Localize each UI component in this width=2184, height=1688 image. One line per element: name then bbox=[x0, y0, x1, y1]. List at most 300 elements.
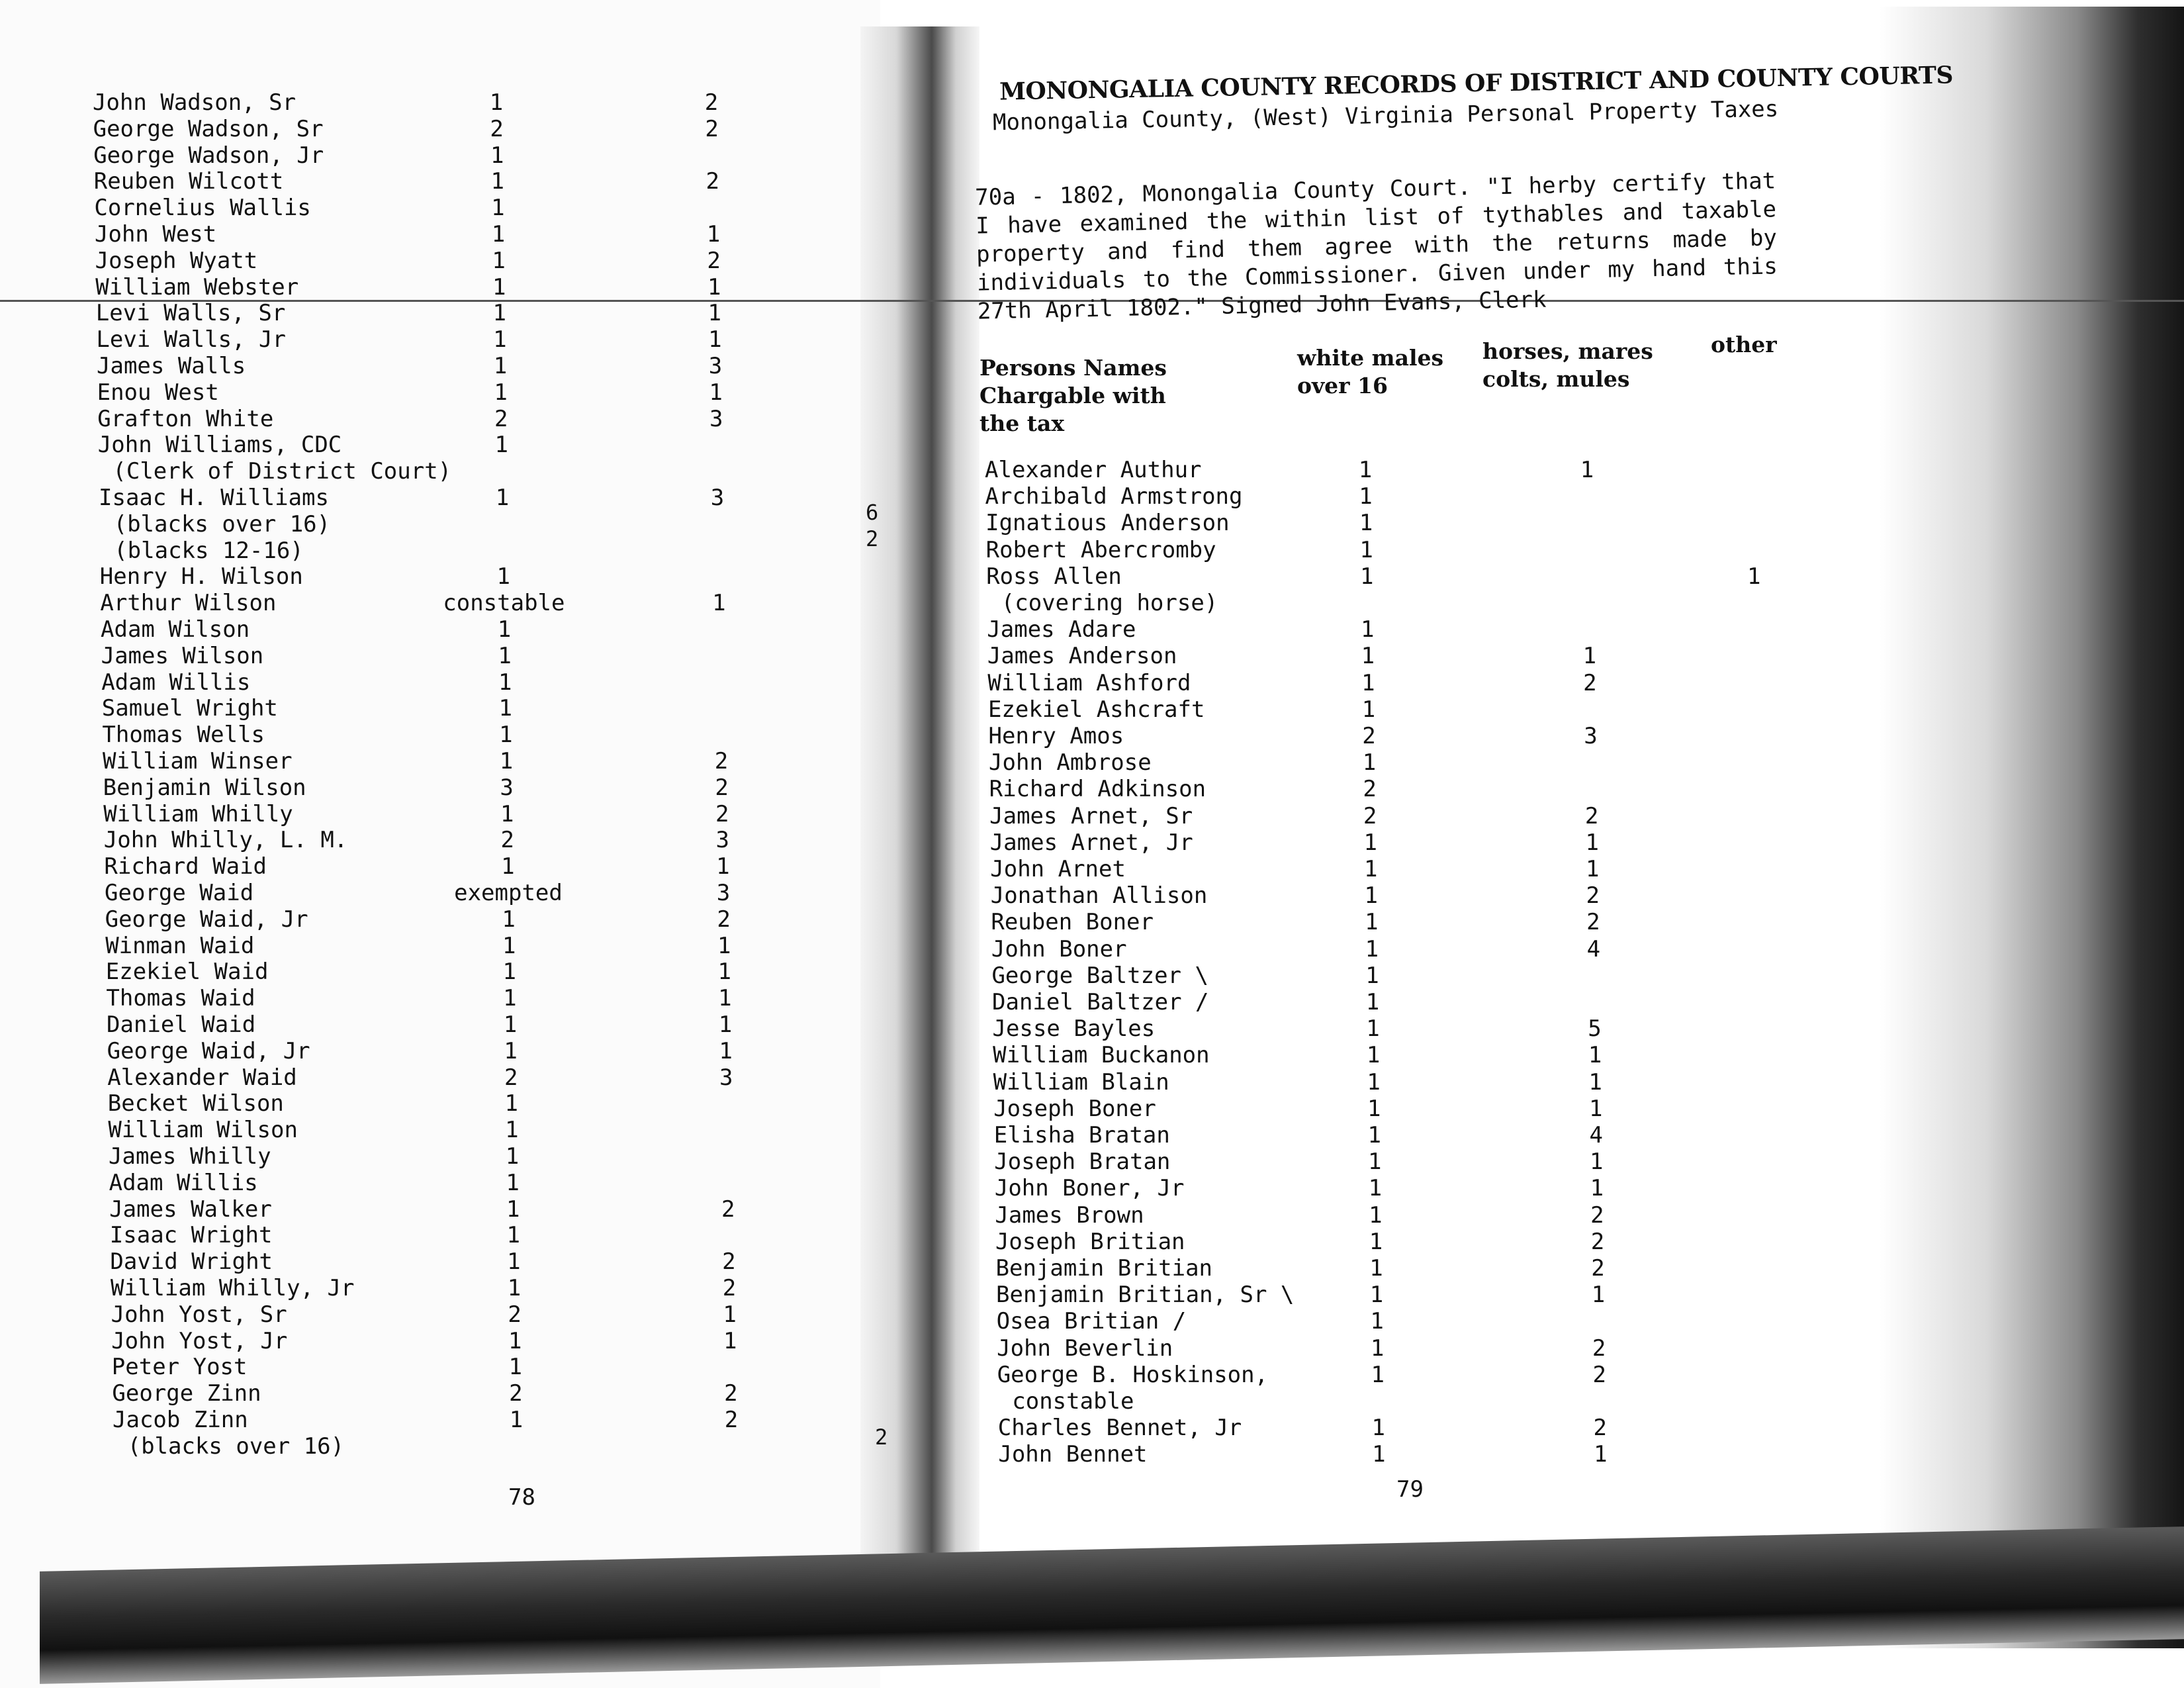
count-horses: 1 bbox=[1580, 457, 1594, 483]
page-title: MONONGALIA COUNTY RECORDS OF DISTRICT AND COUNTY COURTS bbox=[999, 61, 1954, 106]
count-white-males: 1 bbox=[501, 853, 515, 880]
table-row bbox=[995, 1229, 1790, 1255]
table-row bbox=[93, 89, 754, 116]
margin-note: 2 bbox=[866, 526, 879, 551]
table-row bbox=[113, 1407, 774, 1433]
count-white-males: 2 bbox=[494, 405, 508, 432]
table-row bbox=[109, 1170, 771, 1196]
person-name: Reuben Wilcott bbox=[93, 168, 284, 195]
count-horses: 4 bbox=[1586, 935, 1601, 962]
table-row bbox=[986, 537, 1780, 563]
count-white-males: 2 bbox=[509, 1380, 523, 1407]
count-horses: 1 bbox=[723, 1301, 737, 1328]
person-name: William Webster bbox=[95, 273, 299, 301]
table-row bbox=[107, 1038, 769, 1064]
table-row bbox=[991, 936, 1786, 962]
table-row bbox=[101, 616, 762, 643]
count-horses: 1 bbox=[1585, 829, 1599, 856]
table-row bbox=[994, 1122, 1788, 1149]
person-name: Benjamin Wilson bbox=[103, 774, 306, 801]
table-row bbox=[997, 1308, 1791, 1335]
count-horses: 1 bbox=[708, 326, 722, 353]
count-horses: 1 bbox=[707, 300, 722, 327]
table-row bbox=[94, 168, 756, 195]
table-row bbox=[109, 1143, 770, 1170]
person-name: Daniel Waid bbox=[107, 1011, 256, 1038]
person-name: Benjamin Britian, Sr \ bbox=[996, 1282, 1295, 1309]
count-white-males: 1 bbox=[491, 195, 505, 222]
table-row bbox=[93, 116, 755, 142]
count-horses: 2 bbox=[722, 1248, 736, 1276]
person-name: John Bennet bbox=[998, 1441, 1148, 1468]
count-horses: 1 bbox=[723, 1327, 737, 1354]
person-name: Enou West bbox=[97, 379, 219, 406]
count-horses: 1 bbox=[1586, 856, 1600, 882]
page-subtitle: Monongalia County, (West) Virginia Personal Property Taxes bbox=[992, 95, 1779, 136]
count-white-males: 1 bbox=[498, 642, 512, 669]
table-row bbox=[95, 221, 756, 248]
count-white-males: 1 bbox=[496, 563, 511, 590]
table-row bbox=[102, 722, 764, 748]
count-white-males: 2 bbox=[500, 827, 515, 854]
count-white-males: 1 bbox=[1365, 909, 1379, 936]
count-horses: 2 bbox=[705, 115, 719, 142]
margin-note: 2 bbox=[875, 1425, 888, 1450]
person-name: Levi Walls, Jr bbox=[96, 326, 286, 353]
person-name: Winman Waid bbox=[105, 932, 255, 959]
person-name: Samuel Wright bbox=[101, 695, 278, 722]
table-row bbox=[995, 1202, 1789, 1229]
person-name: George Waid, Jr bbox=[107, 1037, 310, 1064]
person-name: George Wadson, Sr bbox=[93, 115, 324, 142]
count-white-males: 1 bbox=[502, 959, 517, 986]
count-horses: 2 bbox=[724, 1407, 739, 1433]
table-row bbox=[985, 457, 1779, 483]
table-row bbox=[111, 1301, 773, 1328]
person-name: John Yost, Jr bbox=[111, 1327, 288, 1354]
person-name: Levi Walls, Sr bbox=[95, 300, 286, 327]
certification-text: 70a - 1802, Monongalia County Court. "I herby certify that I have examined the within list of tythables and taxable property and find them agree with the returns made by individuals to the Commissioner. Given under my hand this 27th April 1802." Signed John Evans, Clerk bbox=[974, 167, 1778, 325]
table-row bbox=[993, 1069, 1788, 1096]
table-row bbox=[94, 195, 756, 221]
count-white-males: 1 bbox=[1368, 1175, 1383, 1202]
count-horses: 1 bbox=[707, 273, 721, 301]
person-name: Elisha Bratan bbox=[993, 1122, 1170, 1149]
person-name: John Whilly, L. M. bbox=[103, 827, 348, 854]
table-row bbox=[113, 1433, 775, 1460]
person-name: Alexander Authur bbox=[985, 457, 1202, 483]
person-name: John Arnet bbox=[990, 856, 1126, 882]
table-row bbox=[97, 406, 759, 432]
table-row bbox=[997, 1362, 1792, 1388]
count-horses: 3 bbox=[708, 353, 723, 379]
count-horses: 1 bbox=[712, 590, 726, 617]
person-name: Arthur Wilson bbox=[100, 590, 277, 617]
table-row bbox=[97, 379, 759, 406]
table-row bbox=[990, 856, 1784, 882]
person-name: James Arnet, Jr bbox=[989, 829, 1193, 856]
person-name: James Whilly bbox=[109, 1143, 271, 1170]
person-name: William Blain bbox=[993, 1068, 1169, 1096]
person-name: Becket Wilson bbox=[107, 1090, 284, 1117]
count-white-males: 1 bbox=[492, 273, 506, 301]
count-horses: 2 bbox=[1583, 669, 1597, 696]
count-horses: 2 bbox=[1592, 1335, 1606, 1362]
person-name: Isaac Wright bbox=[109, 1222, 273, 1249]
count-white-males: 1 bbox=[1364, 856, 1378, 882]
count-white-males: 2 bbox=[508, 1301, 522, 1328]
count-white-males: 1 bbox=[494, 432, 509, 459]
count-white-males: 1 bbox=[1361, 643, 1375, 670]
person-name: George Wadson, Jr bbox=[93, 142, 324, 169]
count-horses: 2 bbox=[704, 89, 719, 116]
table-row bbox=[997, 1335, 1791, 1362]
person-name: Richard Waid bbox=[104, 853, 267, 880]
count-white-males: 1 bbox=[1361, 669, 1375, 696]
table-row bbox=[985, 510, 1780, 536]
count-horses: 1 bbox=[1588, 1095, 1603, 1122]
table-row bbox=[989, 803, 1784, 829]
table-row bbox=[995, 1175, 1789, 1201]
count-horses: 2 bbox=[1590, 1228, 1605, 1255]
count-white-males: 1 bbox=[495, 485, 510, 511]
person-name: William Wilson bbox=[108, 1117, 298, 1144]
count-white-males: 1 bbox=[493, 326, 507, 353]
count-white-males: 3 bbox=[500, 774, 514, 801]
count-white-males: 1 bbox=[1367, 1122, 1381, 1149]
person-name: Ezekiel Ashcraft bbox=[987, 696, 1205, 723]
person-name: John Wadson, Sr bbox=[93, 89, 296, 116]
person-name: Reuben Boner bbox=[991, 909, 1154, 936]
count-white-males: 1 bbox=[1370, 1335, 1385, 1362]
count-horses: 1 bbox=[1582, 643, 1597, 670]
table-row bbox=[996, 1255, 1790, 1282]
table-row bbox=[112, 1354, 774, 1380]
table-row bbox=[988, 696, 1782, 723]
count-white-males: 1 bbox=[505, 1143, 520, 1170]
person-name: Grafton White bbox=[97, 405, 274, 432]
count-white-males: 1 bbox=[494, 379, 508, 406]
table-row bbox=[105, 880, 766, 906]
count-horses: 3 bbox=[719, 1064, 733, 1091]
count-white-males: 1 bbox=[1370, 1308, 1384, 1335]
count-white-males: 1 bbox=[502, 932, 516, 959]
count-white-males: 2 bbox=[1363, 776, 1377, 803]
table-row bbox=[99, 485, 760, 511]
person-name: William Winser bbox=[103, 748, 293, 774]
person-name: John Williams, CDC bbox=[97, 432, 342, 459]
person-name: William Whilly, Jr bbox=[111, 1275, 355, 1301]
person-name: George B. Hoskinson, bbox=[997, 1361, 1269, 1388]
table-row bbox=[108, 1117, 770, 1143]
count-horses: 1 bbox=[706, 221, 721, 248]
count-white-males: 1 bbox=[498, 669, 512, 696]
table-row bbox=[987, 670, 1782, 696]
count-horses: 1 bbox=[719, 1037, 733, 1064]
count-white-males: 1 bbox=[509, 1407, 523, 1433]
count-white-males: 2 bbox=[1363, 802, 1377, 829]
count-horses: 2 bbox=[1590, 1201, 1604, 1229]
table-row bbox=[991, 962, 1786, 989]
count-white-males: 1 bbox=[492, 300, 507, 327]
count-horses: 1 bbox=[717, 959, 732, 986]
count-horses: 2 bbox=[1586, 882, 1600, 910]
count-white-males: 1 bbox=[1361, 696, 1376, 723]
table-row bbox=[103, 774, 765, 801]
count-white-males: 1 bbox=[504, 1090, 519, 1117]
count-horses: 2 bbox=[1586, 909, 1600, 936]
table-row bbox=[993, 1096, 1788, 1122]
table-row bbox=[104, 853, 766, 880]
count-white-males: 1 bbox=[489, 89, 504, 116]
table-row bbox=[993, 1042, 1787, 1068]
person-name: Henry Amos bbox=[988, 723, 1124, 749]
count-white-males: 1 bbox=[504, 1037, 518, 1064]
table-row bbox=[105, 933, 767, 959]
count-white-males: 1 bbox=[500, 800, 514, 827]
table-row bbox=[990, 829, 1784, 856]
count-horses: 2 bbox=[1584, 802, 1599, 829]
table-row bbox=[106, 959, 768, 985]
count-white-males: 1 bbox=[499, 722, 513, 749]
table-row bbox=[987, 590, 1781, 616]
table-row bbox=[108, 1090, 770, 1117]
table-row bbox=[100, 590, 762, 616]
count-white-males: 1 bbox=[1367, 1068, 1381, 1096]
count-horses: 2 bbox=[715, 774, 729, 801]
table-row bbox=[97, 353, 758, 379]
count-white-males: constable bbox=[443, 590, 565, 617]
person-name: David Wright bbox=[110, 1248, 273, 1276]
person-name: James Adare bbox=[987, 616, 1136, 643]
table-row bbox=[105, 906, 767, 933]
column-header-other: other bbox=[1711, 332, 1777, 357]
table-row bbox=[95, 248, 757, 274]
count-white-males: 1 bbox=[497, 616, 512, 643]
count-horses: 2 bbox=[1591, 1255, 1605, 1282]
count-horses: 2 bbox=[707, 247, 721, 274]
person-name: William Ashford bbox=[987, 669, 1191, 696]
table-row bbox=[95, 274, 757, 301]
count-horses: 3 bbox=[1584, 723, 1598, 749]
person-name: Alexander Waid bbox=[107, 1064, 297, 1091]
table-row bbox=[997, 1388, 1792, 1415]
count-horses: 1 bbox=[1588, 1042, 1602, 1069]
person-name: constable bbox=[1012, 1388, 1134, 1415]
table-row bbox=[103, 748, 764, 774]
person-name: James Walls bbox=[97, 353, 246, 379]
count-horses: 1 bbox=[1594, 1441, 1608, 1468]
count-white-males: 1 bbox=[1369, 1282, 1384, 1309]
person-name: Benjamin Britian bbox=[995, 1255, 1213, 1282]
table-row bbox=[106, 985, 768, 1011]
count-horses: 2 bbox=[724, 1380, 738, 1407]
count-horses: 3 bbox=[709, 405, 723, 432]
table-row bbox=[996, 1282, 1790, 1308]
table-row bbox=[987, 643, 1782, 669]
count-white-males: 1 bbox=[491, 221, 506, 248]
person-name: Daniel Baltzer / bbox=[992, 989, 1209, 1015]
table-row bbox=[994, 1149, 1788, 1175]
column-header-white-males: white males over 16 bbox=[1297, 345, 1444, 399]
person-name: Thomas Wells bbox=[102, 722, 265, 749]
count-white-males: 1 bbox=[492, 247, 506, 274]
page-number-right: 79 bbox=[1396, 1476, 1424, 1503]
book-page-edge bbox=[1880, 7, 2184, 1648]
person-name: Adam Willis bbox=[101, 669, 251, 696]
person-name: Peter Yost bbox=[111, 1354, 248, 1381]
person-name: James Brown bbox=[995, 1201, 1144, 1229]
table-row bbox=[104, 827, 766, 853]
count-white-males: 1 bbox=[502, 906, 516, 933]
count-white-males: 1 bbox=[1366, 1015, 1380, 1043]
table-row bbox=[101, 643, 763, 669]
table-row bbox=[989, 723, 1783, 749]
person-name: George Waid bbox=[105, 880, 254, 906]
count-white-males: 1 bbox=[1361, 616, 1375, 643]
person-name: George Zinn bbox=[112, 1380, 261, 1407]
count-white-males: 1 bbox=[508, 1327, 522, 1354]
count-horses: 1 bbox=[1591, 1282, 1606, 1309]
table-row bbox=[989, 776, 1784, 802]
table-row bbox=[985, 483, 1780, 510]
person-name: Joseph Bratan bbox=[994, 1149, 1171, 1176]
count-white-males: 1 bbox=[1365, 989, 1380, 1015]
person-name: George Waid, Jr bbox=[105, 906, 308, 933]
count-white-males: 1 bbox=[1371, 1361, 1385, 1388]
table-row bbox=[98, 432, 760, 458]
count-horses: 1 bbox=[1590, 1149, 1604, 1176]
count-horses: 4 bbox=[1589, 1122, 1603, 1149]
person-name: Joseph Britian bbox=[995, 1228, 1185, 1255]
count-white-males: 1 bbox=[1372, 1441, 1386, 1468]
table-row bbox=[100, 563, 762, 590]
count-white-males: 1 bbox=[1359, 536, 1373, 563]
count-horses: 2 bbox=[714, 748, 729, 774]
table-row bbox=[96, 326, 758, 353]
count-horses: 2 bbox=[721, 1196, 735, 1223]
count-horses: 1 bbox=[718, 1011, 733, 1038]
count-white-males: 1 bbox=[490, 168, 505, 195]
count-white-males: 1 bbox=[493, 353, 508, 379]
count-horses: 2 bbox=[1592, 1361, 1606, 1388]
column-header-horses: horses, mares colts, mules bbox=[1482, 338, 1653, 392]
person-name: (Clerk of District Court) bbox=[113, 458, 452, 485]
count-white-males: 1 bbox=[1359, 510, 1373, 537]
count-white-males: 1 bbox=[505, 1117, 519, 1144]
person-name: Ignatious Anderson bbox=[985, 510, 1230, 537]
count-white-males: 1 bbox=[506, 1222, 521, 1249]
count-white-males: 2 bbox=[490, 115, 504, 142]
count-white-males: 1 bbox=[507, 1275, 522, 1301]
person-name: James Arnet, Sr bbox=[989, 802, 1193, 829]
table-row bbox=[991, 909, 1785, 935]
person-name: Cornelius Wallis bbox=[94, 195, 311, 222]
person-name: (blacks 12-16) bbox=[114, 537, 304, 564]
count-horses: 3 bbox=[716, 880, 731, 906]
count-white-males: 1 bbox=[1364, 882, 1379, 910]
person-name: Joseph Wyatt bbox=[95, 247, 258, 274]
count-white-males: 1 bbox=[506, 1169, 520, 1196]
table-row bbox=[987, 616, 1781, 643]
count-horses: 2 bbox=[717, 906, 731, 933]
table-row bbox=[102, 695, 764, 722]
person-name: Adam Wilson bbox=[101, 616, 250, 643]
person-name: Joseph Boner bbox=[993, 1095, 1156, 1122]
table-row bbox=[107, 1011, 768, 1038]
person-name: John Ambrose bbox=[989, 749, 1152, 776]
person-name: Thomas Waid bbox=[106, 985, 255, 1012]
count-white-males: 1 bbox=[490, 142, 504, 169]
book-gutter bbox=[860, 26, 979, 1602]
table-row bbox=[107, 1064, 769, 1091]
table-row bbox=[96, 300, 758, 326]
person-name: (blacks over 16) bbox=[127, 1432, 345, 1460]
count-white-males: 1 bbox=[1365, 935, 1379, 962]
count-white-males: 1 bbox=[506, 1196, 520, 1223]
count-white-males: 1 bbox=[1362, 749, 1377, 776]
table-row bbox=[993, 1015, 1787, 1042]
person-name: Jacob Zinn bbox=[113, 1407, 248, 1433]
person-name: Ezekiel Waid bbox=[105, 959, 269, 986]
table-row bbox=[111, 1328, 773, 1354]
person-name: Richard Adkinson bbox=[989, 776, 1206, 803]
table-row bbox=[989, 749, 1783, 776]
person-name: George Baltzer \ bbox=[991, 962, 1208, 989]
count-white-males: 1 bbox=[507, 1248, 521, 1276]
count-other: 1 bbox=[1747, 563, 1761, 590]
count-white-males: 1 bbox=[1369, 1255, 1383, 1282]
count-horses: 3 bbox=[715, 827, 730, 854]
person-name: Osea Britian / bbox=[996, 1308, 1187, 1335]
person-name: Archibald Armstrong bbox=[985, 483, 1243, 510]
count-horses: 2 bbox=[722, 1275, 737, 1301]
person-name: John Boner bbox=[991, 935, 1127, 962]
table-row bbox=[998, 1415, 1792, 1441]
count-white-males: 1 bbox=[1371, 1415, 1386, 1442]
count-white-males: 1 bbox=[1369, 1201, 1383, 1229]
table-row bbox=[110, 1222, 772, 1248]
table-row bbox=[112, 1380, 774, 1407]
count-white-males: 1 bbox=[503, 1011, 518, 1038]
person-name: (blacks over 16) bbox=[113, 510, 331, 538]
count-horses: 1 bbox=[1590, 1175, 1604, 1202]
count-white-males: 1 bbox=[1363, 829, 1377, 856]
person-name: Charles Bennet, Jr bbox=[997, 1415, 1242, 1442]
person-name: James Walker bbox=[109, 1196, 272, 1223]
table-row bbox=[110, 1248, 772, 1275]
person-name: William Whilly bbox=[103, 800, 293, 827]
page-number-left: 78 bbox=[508, 1484, 535, 1511]
count-horses: 2 bbox=[1593, 1415, 1608, 1442]
person-name: Henry H. Wilson bbox=[99, 563, 303, 590]
count-white-males: 1 bbox=[1367, 1095, 1381, 1122]
table-row bbox=[991, 882, 1785, 909]
table-row bbox=[992, 989, 1786, 1015]
person-name: Jonathan Allison bbox=[990, 882, 1208, 910]
person-name: (covering horse) bbox=[1001, 590, 1218, 616]
table-row bbox=[99, 538, 761, 564]
count-horses: 1 bbox=[716, 853, 730, 880]
count-white-males: 1 bbox=[508, 1354, 523, 1381]
count-white-males: 1 bbox=[503, 985, 517, 1012]
count-white-males: 1 bbox=[1368, 1149, 1382, 1176]
count-white-males: 1 bbox=[1369, 1228, 1383, 1255]
table-row bbox=[93, 142, 755, 169]
table-row bbox=[998, 1441, 1792, 1468]
count-white-males: 1 bbox=[498, 695, 513, 722]
table-row bbox=[98, 458, 760, 485]
